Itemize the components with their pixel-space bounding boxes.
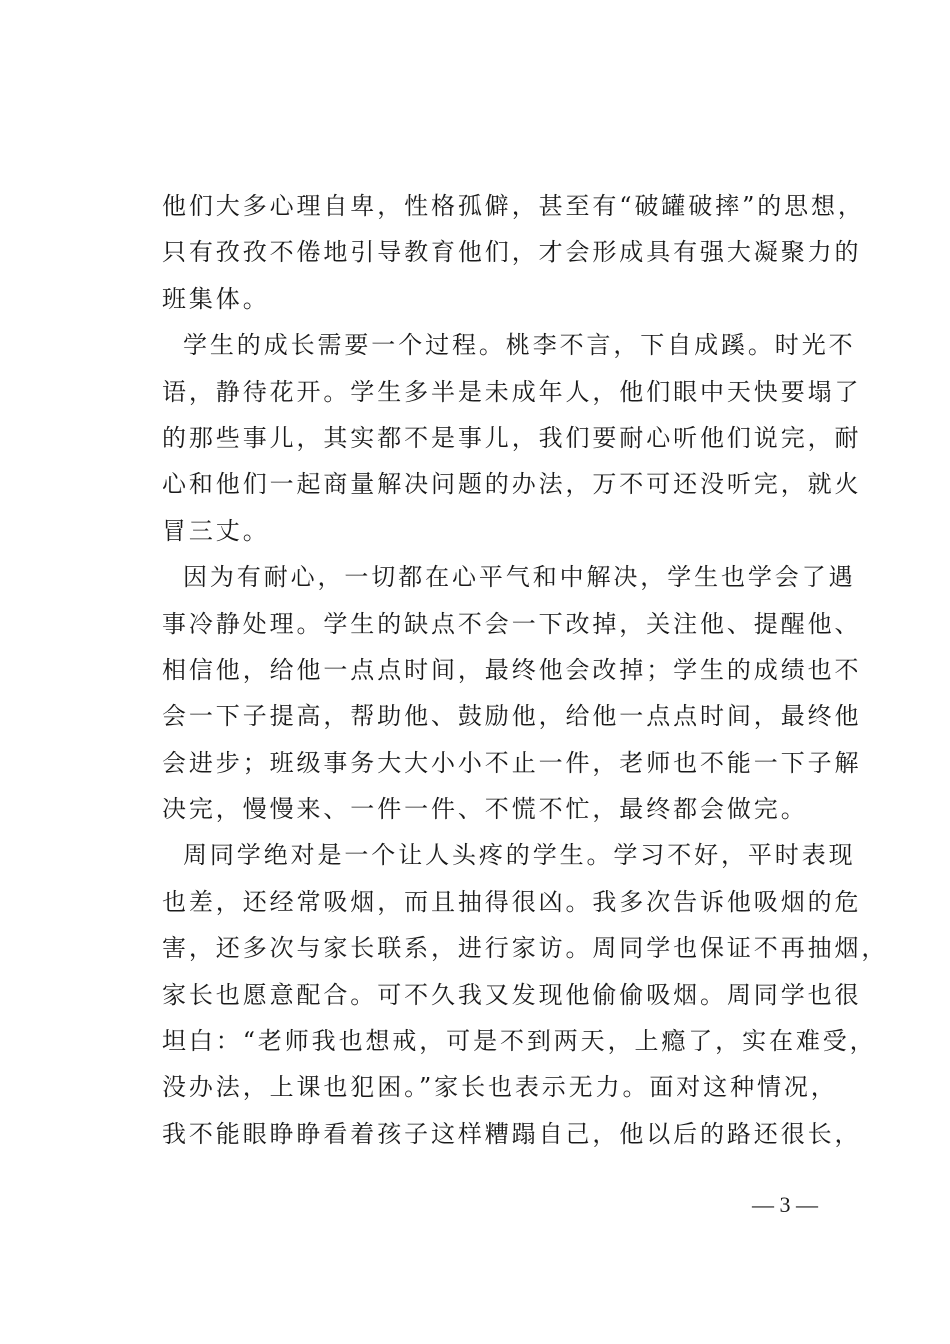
text-line: 他们大多心理自卑，性格孤僻，甚至有“破罐破摔”的思想， bbox=[162, 192, 865, 220]
text-line: 周同学绝对是一个让人头疼的学生。学习不好，平时表现 bbox=[183, 841, 856, 870]
text-line: 心和他们一起商量解决问题的办法，万不可还没听完，就火 bbox=[162, 470, 862, 499]
text-line: 因为有耐心，一切都在心平气和中解决，学生也学会了遇 bbox=[183, 563, 856, 592]
text-line: 语，静待花开。学生多半是未成年人，他们眼中天快要塌了 bbox=[162, 377, 862, 406]
text-line: 害，还多次与家长联系，进行家访。周同学也保证不再抽烟， bbox=[162, 934, 889, 963]
text-line: 家长也愿意配合。可不久我又发现他偷偷吸烟。周同学也很 bbox=[162, 980, 862, 1009]
text-line: 决完，慢慢来、一件一件、不慌不忙，最终都会做完。 bbox=[162, 795, 808, 824]
text-line: 我不能眼睁睁看着孩子这样糟蹋自己，他以后的路还很长， bbox=[162, 1119, 862, 1148]
text-line: 班集体。 bbox=[162, 284, 270, 313]
page-number: — 3 — bbox=[752, 1192, 818, 1217]
text-line: 坦白：“老师我也想戒，可是不到两天，上瘾了，实在难受， bbox=[162, 1027, 877, 1056]
text-line: 相信他，给他一点点时间，最终他会改掉；学生的成绩也不 bbox=[162, 655, 862, 684]
text-line: 冒三丈。 bbox=[162, 516, 270, 545]
text-line: 没办法，上课也犯困。”家长也表示无力。面对这种情况， bbox=[162, 1073, 838, 1102]
text-line: 也差，还经常吸烟，而且抽得很凶。我多次告诉他吸烟的危 bbox=[162, 887, 862, 916]
text-line: 事冷静处理。学生的缺点不会一下改掉，关注他、提醒他、 bbox=[162, 609, 862, 638]
text-line: 学生的成长需要一个过程。桃李不言，下自成蹊。时光不 bbox=[183, 331, 856, 360]
text-line: 的那些事儿，其实都不是事儿，我们要耐心听他们说完，耐 bbox=[162, 423, 862, 452]
text-line: 会一下子提高，帮助他、鼓励他，给他一点点时间，最终他 bbox=[162, 702, 862, 731]
text-line: 只有孜孜不倦地引导教育他们，才会形成具有强大凝聚力的 bbox=[162, 238, 862, 267]
body-text bbox=[162, 183, 889, 1157]
text-line: 会进步；班级事务大大小小不止一件，老师也不能一下子解 bbox=[162, 748, 862, 777]
